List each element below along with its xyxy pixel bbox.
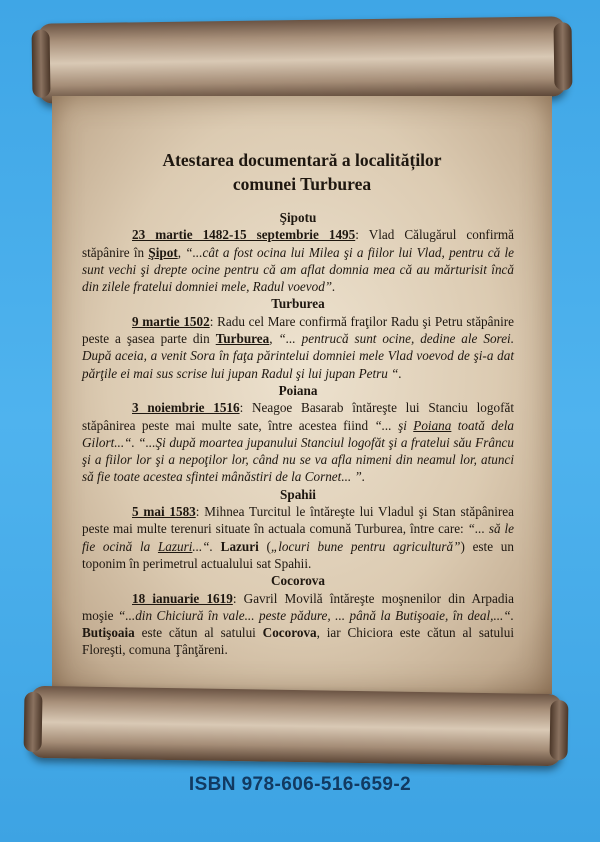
section-heading-poiana: Poiana bbox=[278, 382, 318, 398]
section-heading-sipotu: Şipotu bbox=[279, 210, 317, 225]
scroll-curl-right bbox=[549, 700, 568, 760]
document-body bbox=[82, 209, 514, 659]
place-name: Poiana bbox=[413, 417, 452, 433]
toponym: Lazuri bbox=[212, 538, 259, 554]
place-name: Lazuri bbox=[157, 538, 193, 554]
quote: “... să le fie ocină la bbox=[82, 521, 515, 554]
section-text-poiana bbox=[82, 399, 514, 485]
text: este cătun al satului bbox=[134, 625, 263, 641]
quote: toată dela Gilort...“. “...Şi după moartea jupanului Stanciul logofăt şi a fratelui său Frâncu şi a fiilor lor şi a nepoţilor lor, când nu se va afla nimeni din neamul lor, atunci să fie toate acestea sfintei mânăstiri de la Cornet... ”. bbox=[82, 417, 514, 485]
title-line-2: comunei Turburea bbox=[232, 174, 372, 194]
text: ( bbox=[258, 538, 271, 554]
scroll-curl-right bbox=[554, 22, 573, 90]
section-text-spahii bbox=[82, 503, 514, 572]
quote: “...cât a fost ocina lui Milea şi a fiilor lui Vlad, pentru că le sunt vechi şi drepte ocine pentru că am aflat domnia mea că au mărturisit încă din zilele fratelui domniei mele, Radul voevod”. bbox=[82, 244, 514, 295]
section-text-turburea bbox=[82, 313, 514, 382]
quote: ...“. bbox=[192, 538, 213, 554]
toponym: Butişoaia bbox=[82, 625, 135, 641]
section-heading-spahii: Spahii bbox=[280, 486, 316, 502]
text: ) este un toponim în perimetrul actualului sat Spahii. bbox=[82, 538, 514, 571]
text: , iar Chiciora este cătun al satului Floreşti, comuna Ţânţăreni. bbox=[82, 625, 514, 658]
toponym: Cocorova bbox=[262, 625, 317, 641]
text: : Radu cel Mare confirmă fraţilor Radu şi Petru stăpânire peste a şasea parte din bbox=[82, 313, 514, 347]
date: 23 martie 1482-15 septembrie 1495 bbox=[132, 227, 356, 243]
section-heading-cocorova: Cocorova bbox=[271, 573, 325, 589]
scroll-bottom-roll bbox=[29, 686, 562, 766]
text: : Mihnea Turcitul le întăreşte lui Vladul şi Stan stăpânirea peste mai multe terenuri situate în actuala comună Turburea, între care: bbox=[82, 504, 514, 537]
text: : Neagoe Basarab întăreşte lui Stanciu logofăt stăpânirea peste mai multe sate, între acestea fiind bbox=[82, 400, 514, 433]
scroll-curl-left bbox=[24, 692, 43, 752]
text: : Gavril Movilă întăreşte moşnenilor din Arpadia moşie bbox=[82, 590, 514, 623]
text: : Vlad Călugărul confirmă stăpânire în bbox=[82, 227, 514, 260]
quote: „locuri bune pentru agricultură” bbox=[270, 538, 461, 554]
section-text-cocorova bbox=[82, 590, 514, 659]
quote: “... şi bbox=[374, 417, 414, 433]
quote: “... pentrucă sunt ocine, dedine ale Sorei. După aceia, a venit Sora în faţa părintelui domniei mele Vlad voevod de şi-a dat părţile ei mai sus scrise lui jupan Radul şi lui jupan Petru “. bbox=[82, 331, 515, 381]
date: 18 ianuarie 1619 bbox=[132, 590, 233, 606]
place-name: Şipot bbox=[148, 244, 178, 260]
place-name: Turburea bbox=[215, 331, 270, 347]
scroll-top-roll bbox=[37, 16, 566, 103]
text: , bbox=[177, 244, 186, 260]
quote: “...din Chiciură în vale... peste pădure, ... până la Butişoaie, în deal,...“. bbox=[117, 607, 514, 623]
scroll-curl-left bbox=[32, 30, 51, 98]
date: 9 martie 1502 bbox=[132, 313, 210, 329]
title-line-1: Atestarea documentară a localităților bbox=[162, 150, 442, 170]
page-title bbox=[60, 148, 544, 196]
date: 3 noiembrie 1516 bbox=[132, 400, 240, 416]
section-text-sipotu bbox=[82, 226, 514, 295]
text: , bbox=[269, 331, 279, 347]
section-heading-turburea: Turburea bbox=[271, 296, 325, 312]
date: 5 mai 1583 bbox=[132, 504, 196, 520]
isbn-label: ISBN 978-606-516-659-2 bbox=[188, 774, 412, 795]
